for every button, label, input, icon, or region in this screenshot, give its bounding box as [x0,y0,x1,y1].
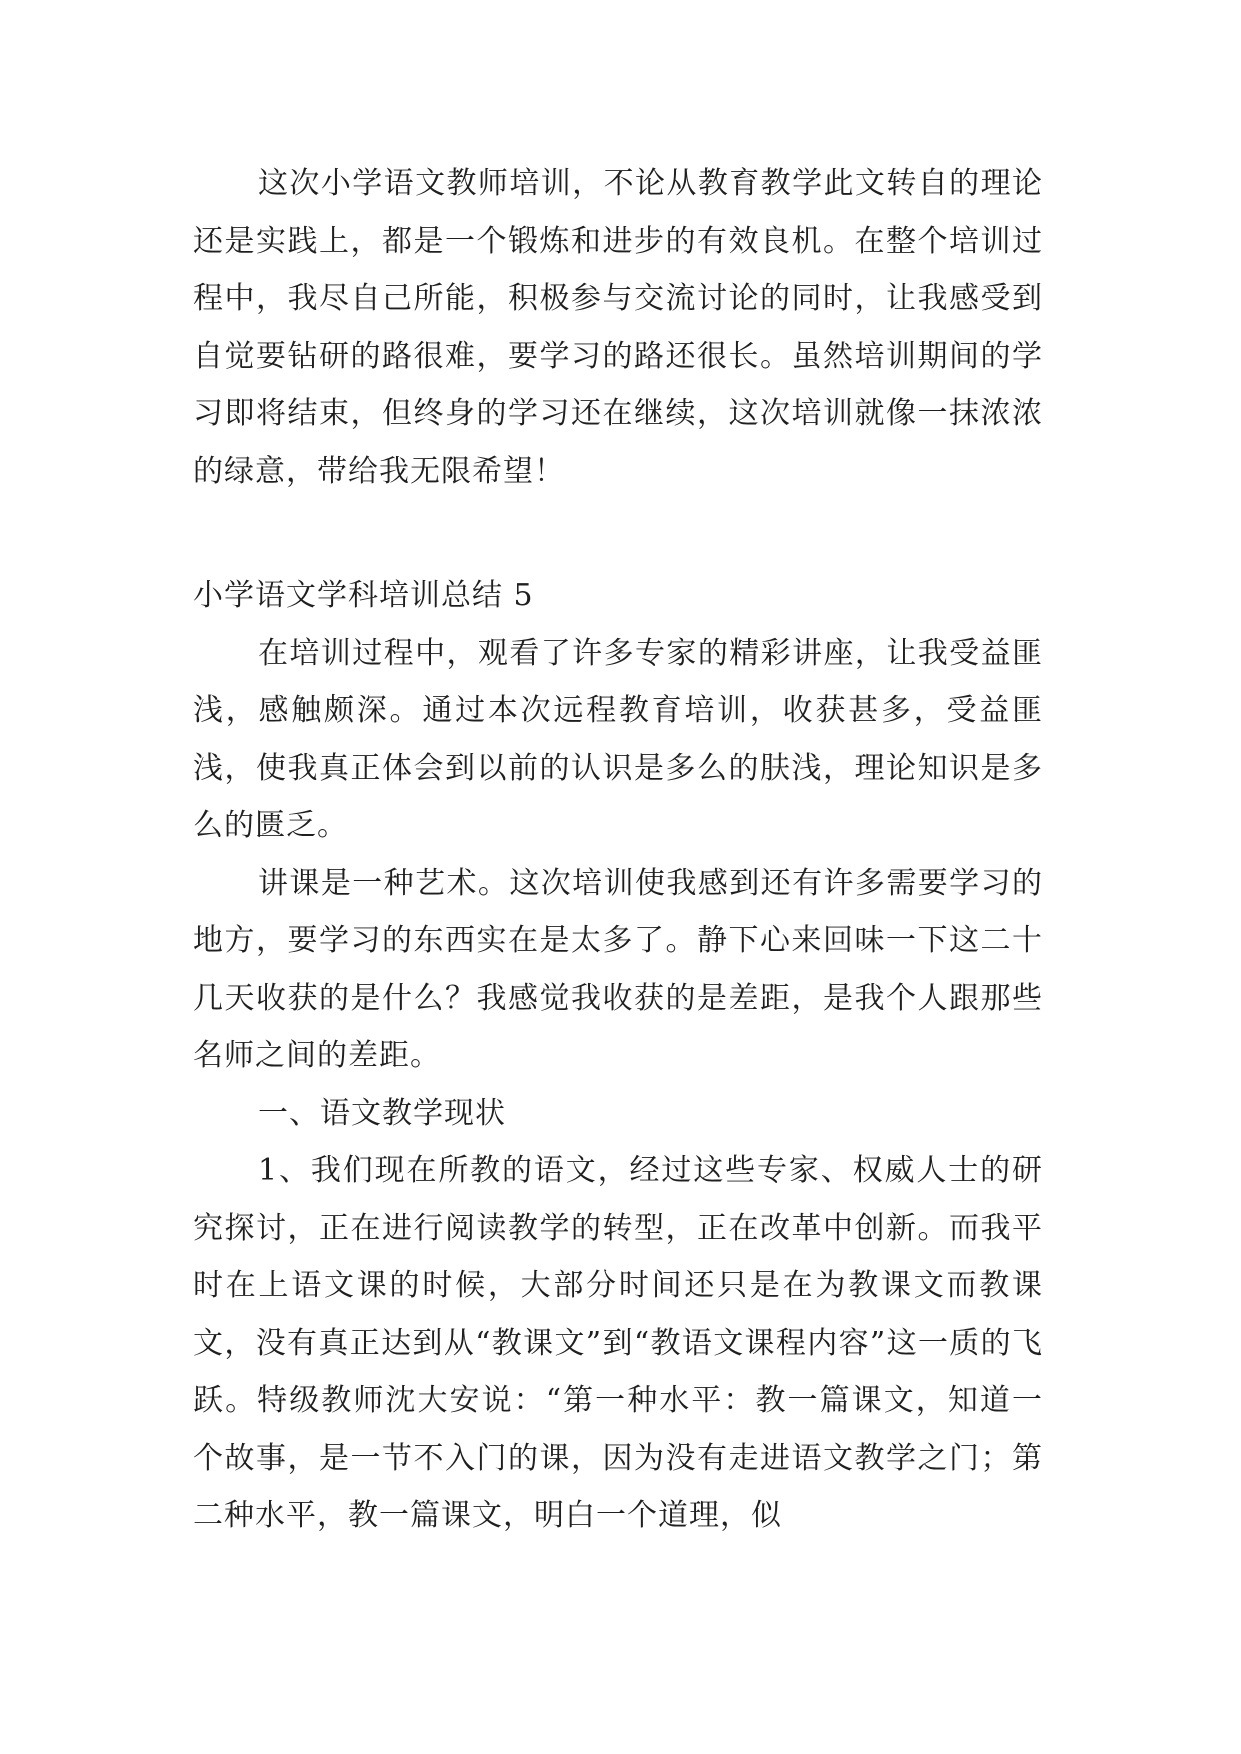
paragraph: 在培训过程中，观看了许多专家的精彩讲座，让我受益匪浅，感触颇深。通过本次远程教育培训，收获甚多，受益匪浅，使我真正体会到以前的认识是多么的肤浅，理论知识是多么的匮乏。 [193,635,1043,843]
paragraph: 1、我们现在所教的语文，经过这些专家、权威人士的研究探讨，正在进行阅读教学的转型，正在改革中创新。而我平时在上语文课的时候，大部分时间还只是在为教课文而教课文，没有真正达到从“教课文”到“教语文课程内容”这一质的飞跃。特级教师沈大安说：“第一种水平：教一篇课文，知道一个故事，是一节不入门的课，因为没有走进语文教学之门；第二种水平，教一篇课文，明白一个道理，似 [193,1153,1043,1533]
text-block-1 [193,155,1043,500]
text-block-2 [193,567,1043,1545]
subheading: 一、语文教学现状 [258,1095,506,1131]
section-title: 小学语文学科培训总结 5 [193,578,534,613]
paragraph: 讲课是一种艺术。这次培训使我感到还有许多需要学习的地方，要学习的东西实在是太多了。静下心来回味一下这二十几天收获的是什么？我感觉我收获的是差距，是我个人跟那些名师之间的差距。 [193,865,1043,1073]
paragraph: 这次小学语文教师培训，不论从教育教学此文转自的理论还是实践上，都是一个锻炼和进步的有效良机。在整个培训过程中，我尽自己所能，积极参与交流讨论的同时，让我感受到自觉要钻研的路很难，要学习的路还很长。虽然培训期间的学习即将结束，但终身的学习还在继续，这次培训就像一抹浓浓的绿意，带给我无限希望！ [193,166,1043,489]
